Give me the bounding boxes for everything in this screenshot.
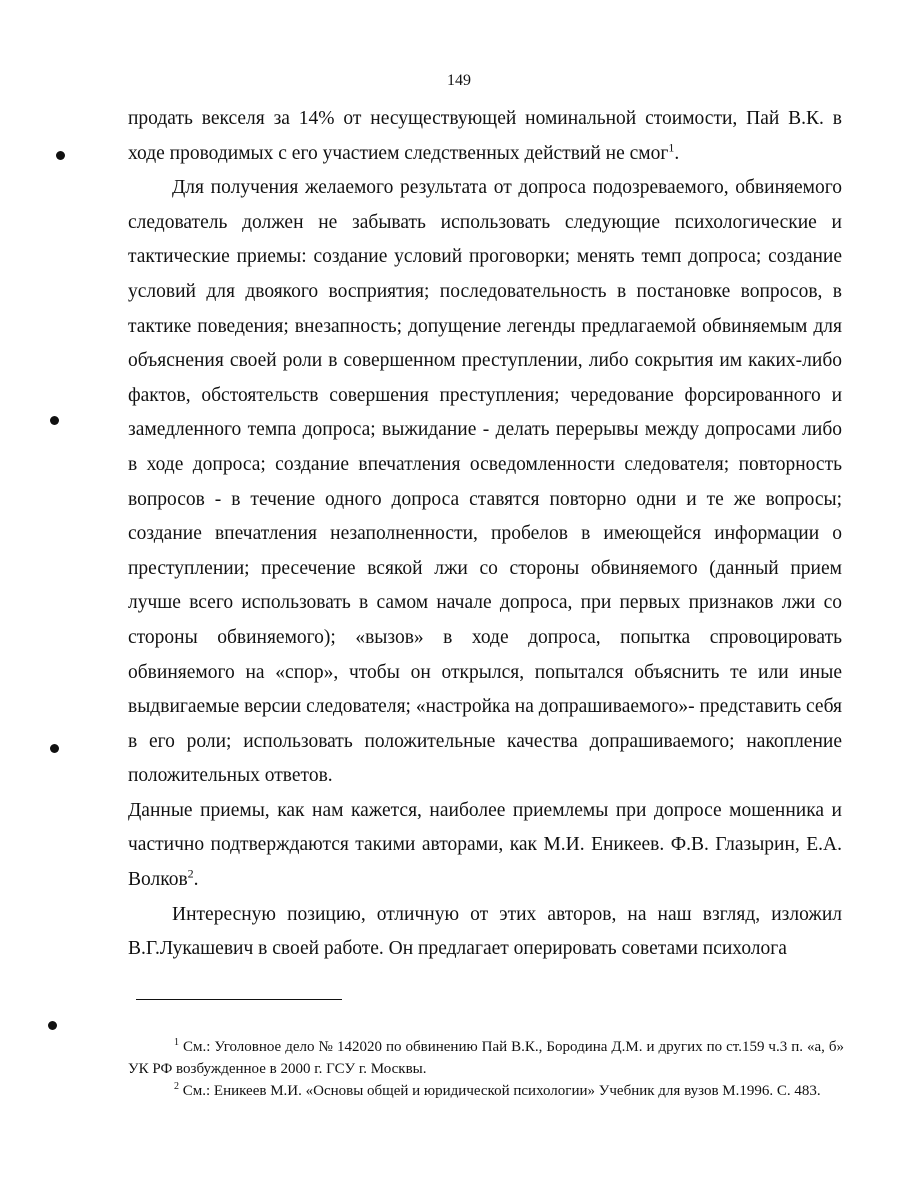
footnote-text: См.: Еникеев М.И. «Основы общей и юридической психологии» Учебник для вузов М.1996. С. 483. [182,1083,821,1099]
footnote-mark: 1 [174,1037,179,1048]
body-text [128,102,842,967]
footnote-text: См.: Уголовное дело № 142020 по обвинению Пай В.К., Бородина Д.М. и других по ст.159 ч.3 п. «а, б» УК РФ возбужденное в 2000 г. ГСУ г. Москвы. [128,1039,845,1077]
footnote-separator [136,999,342,1000]
paragraph-text: Данные приемы, как нам кажется, наиболее приемлемы при допросе мошенника и частично подтверждаются такими авторами, как М.И. Еникеев. Ф.В. Глазырин, Е.А. Волков [128,799,842,891]
paragraph [128,794,842,898]
binding-hole-mark [50,744,59,753]
footnote-reference: 1 [668,140,675,155]
paragraph [128,102,842,171]
paragraph-text: . [193,869,199,891]
footnote [128,1036,844,1080]
paragraph: Для получения желаемого результата от допроса подозреваемого, обвиняемого следователь должен не забывать использовать следующие психологические и тактические приемы: создание условий проговорки; менять темп допроса; создание условий для двоякого восприятия; последовательность в постановке вопросов, в тактике поведения; внезапность; допущение легенды предлагаемой обвиняемым для объяснения своей роли в совершенном преступлении, либо сокрытия им каких-либо фактов, обстоятельств совершения преступления; чередование форсированного и замедленного темпа допроса; выжидание - делать перерывы между допросами либо в ходе допроса; создание впечатления осведомленности следователя; повторность вопросов - в течение одного допроса ставятся повторно одни и те же вопросы; создание впечатления незаполненности, пробелов в имеющейся информации о преступлении; пресечение всякой лжи со стороны обвиняемого (данный прием лучше всего использовать в самом начале допроса, при первых признаков лжи со стороны обвиняемого); «вызов» в ходе допроса, попытка спровоцировать обвиняемого на «спор», чтобы он открылся, попытался объяснить те или иные выдвигаемые версии следователя; «настройка на допрашиваемого»- представить себя в его роли; использовать положительные качества допрашиваемого; накопление положительных ответов. [128,177,842,787]
binding-hole-mark [56,151,65,160]
footnote-reference: 2 [187,866,194,881]
paragraph-text: . [674,142,680,164]
footnote [128,1080,844,1102]
footnotes [128,1036,844,1102]
paragraph: Интересную позицию, отличную от этих авторов, на наш взгляд, изложил В.Г.Лукашевич в своей работе. Он предлагает оперировать советами психолога [128,903,842,960]
binding-hole-mark [50,416,59,425]
footnote-mark: 2 [174,1081,179,1092]
binding-hole-mark [48,1021,57,1030]
page-number: 149 [447,72,471,89]
paragraph-text: продать векселя за 14% от несуществующей номинальной стоимости, Пай В.К. в ходе проводимых с его участием следственных действий не смог [128,108,842,164]
